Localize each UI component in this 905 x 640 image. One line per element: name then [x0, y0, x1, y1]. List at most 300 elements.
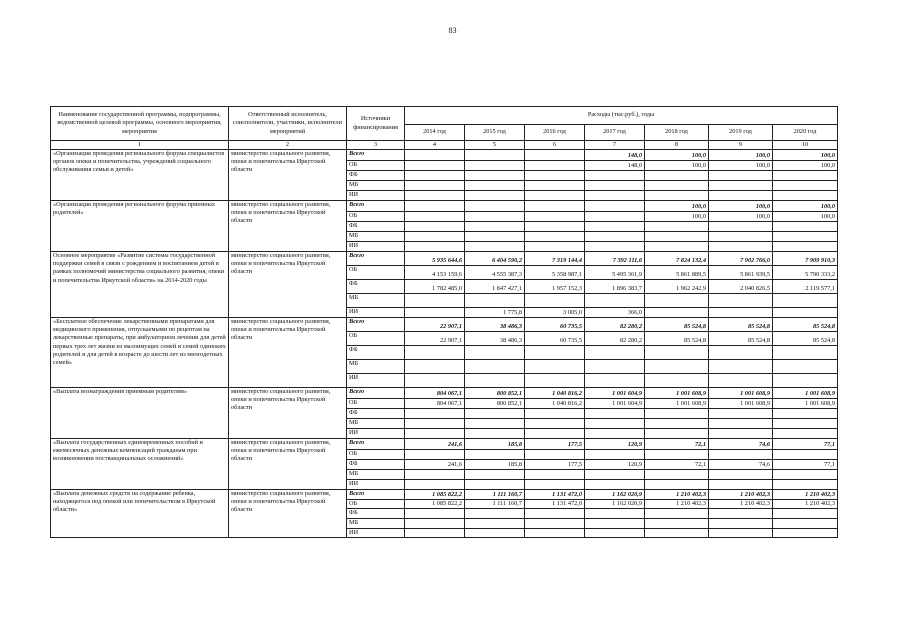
funding-source: Всего: [347, 201, 405, 212]
amount-cell: [645, 419, 709, 429]
amount-cell: 1 001 608,9: [709, 399, 773, 409]
amount-cell: 1 210 402,3: [709, 500, 773, 509]
column-number: 1: [51, 141, 229, 150]
amount-cell: 5 861 889,5: [645, 266, 709, 280]
amount-cell: [525, 429, 585, 439]
amount-cell: [773, 346, 838, 360]
funding-source: Всего: [347, 150, 405, 161]
amount-cell: [465, 509, 525, 519]
amount-cell: [525, 212, 585, 222]
amount-cell: [465, 529, 525, 538]
amount-cell: 7 392 111,6: [585, 252, 645, 266]
amount-cell: [525, 409, 585, 419]
amount-cell: [645, 308, 709, 318]
funding-source: ОБ: [347, 332, 405, 346]
amount-cell: 85 524,8: [645, 332, 709, 346]
amount-cell: [709, 171, 773, 181]
amount-cell: [773, 242, 838, 252]
amount-cell: 1 131 472,0: [525, 500, 585, 509]
amount-cell: 1 847 427,1: [465, 280, 525, 294]
amount-cell: [709, 181, 773, 191]
amount-cell: [585, 181, 645, 191]
amount-cell: 1 782 485,0: [405, 280, 465, 294]
amount-cell: 100,0: [645, 201, 709, 212]
funding-source: Всего: [347, 439, 405, 450]
funding-source: ОБ: [347, 212, 405, 222]
amount-cell: 100,0: [773, 150, 838, 161]
amount-cell: [645, 374, 709, 388]
funding-source: ФБ: [347, 460, 405, 470]
funding-source: ОБ: [347, 266, 405, 280]
executor: министерство социального развития, опеки и попечительства Иркутской области: [229, 439, 347, 490]
amount-cell: [525, 171, 585, 181]
amount-cell: 804 067,1: [405, 399, 465, 409]
column-number: 2: [229, 141, 347, 150]
amount-cell: [465, 419, 525, 429]
amount-cell: 1 085 822,2: [405, 490, 465, 500]
funding-source: ИИ: [347, 242, 405, 252]
executor: министерство социального развития, опеки и попечительства Иркутской области: [229, 201, 347, 252]
amount-cell: [645, 222, 709, 232]
amount-cell: [405, 419, 465, 429]
amount-cell: [709, 470, 773, 480]
amount-cell: [525, 232, 585, 242]
amount-cell: 5 935 644,6: [405, 252, 465, 266]
amount-cell: [709, 419, 773, 429]
funding-source: ФБ: [347, 409, 405, 419]
funding-source: Всего: [347, 252, 405, 266]
amount-cell: [405, 480, 465, 490]
amount-cell: [773, 509, 838, 519]
amount-cell: [525, 294, 585, 308]
amount-cell: 1 962 242,9: [645, 280, 709, 294]
amount-cell: 6 404 590,2: [465, 252, 525, 266]
amount-cell: 1 001 608,9: [645, 399, 709, 409]
amount-cell: 1 040 816,2: [525, 399, 585, 409]
header-executor: Ответственный исполнитель, соисполнители, участники, исполнители мероприятий: [229, 107, 347, 141]
amount-cell: 85 524,8: [709, 332, 773, 346]
amount-cell: [405, 222, 465, 232]
amount-cell: [645, 409, 709, 419]
amount-cell: [405, 181, 465, 191]
table-row: [51, 252, 838, 266]
amount-cell: [645, 232, 709, 242]
amount-cell: 85 524,8: [709, 318, 773, 332]
amount-cell: [405, 429, 465, 439]
amount-cell: 100,0: [645, 161, 709, 171]
amount-cell: [709, 529, 773, 538]
amount-cell: [709, 360, 773, 374]
expenses-table: [50, 106, 838, 538]
activity-name: «Выплата денежных средств на содержание ребенка, находящегося под опекой или попечительством в Иркутской области»: [51, 490, 229, 538]
amount-cell: [645, 242, 709, 252]
amount-cell: 100,0: [773, 161, 838, 171]
amount-cell: 1 775,8: [465, 308, 525, 318]
amount-cell: [709, 409, 773, 419]
header-year: 2016 год: [525, 125, 585, 141]
amount-cell: [525, 419, 585, 429]
executor: министерство социального развития, опеки и попечительства Иркутской области: [229, 150, 347, 201]
amount-cell: [585, 232, 645, 242]
column-number: 8: [645, 141, 709, 150]
activity-name: «Выплата государственных единовременных пособий и ежемесячных денежных компенсаций гражданам при возникновении поствакцинальных осложнений»: [51, 439, 229, 490]
amount-cell: [465, 480, 525, 490]
amount-cell: 100,0: [773, 201, 838, 212]
amount-cell: [405, 201, 465, 212]
amount-cell: [709, 294, 773, 308]
amount-cell: 60 735,5: [525, 318, 585, 332]
amount-cell: [405, 409, 465, 419]
amount-cell: [645, 181, 709, 191]
amount-cell: 1 085 822,2: [405, 500, 465, 509]
amount-cell: [709, 308, 773, 318]
header-expenses: Расходы (тыс.руб.), годы: [405, 107, 838, 125]
amount-cell: 148,0: [585, 150, 645, 161]
funding-source: МБ: [347, 470, 405, 480]
amount-cell: 4 153 159,6: [405, 266, 465, 280]
funding-source: МБ: [347, 519, 405, 529]
funding-source: Всего: [347, 318, 405, 332]
amount-cell: 77,1: [773, 460, 838, 470]
amount-cell: [585, 519, 645, 529]
amount-cell: 1 111 160,7: [465, 500, 525, 509]
amount-cell: [525, 222, 585, 232]
amount-cell: 7 319 144,4: [525, 252, 585, 266]
amount-cell: [405, 242, 465, 252]
amount-cell: 366,0: [585, 308, 645, 318]
table-row: [51, 318, 838, 332]
activity-name: «Выплата вознаграждения приемным родителям»: [51, 388, 229, 439]
amount-cell: 1 001 608,9: [773, 388, 838, 399]
amount-cell: [709, 374, 773, 388]
amount-cell: 100,0: [773, 212, 838, 222]
column-number: 10: [773, 141, 838, 150]
amount-cell: [525, 374, 585, 388]
amount-cell: [773, 232, 838, 242]
amount-cell: [525, 181, 585, 191]
amount-cell: [645, 480, 709, 490]
amount-cell: [465, 222, 525, 232]
amount-cell: 100,0: [709, 150, 773, 161]
amount-cell: 85 524,8: [773, 318, 838, 332]
amount-cell: 120,9: [585, 439, 645, 450]
amount-cell: [645, 360, 709, 374]
funding-source: ФБ: [347, 509, 405, 519]
amount-cell: 1 001 608,9: [773, 399, 838, 409]
amount-cell: [405, 470, 465, 480]
amount-cell: [585, 470, 645, 480]
amount-cell: [465, 232, 525, 242]
amount-cell: 5 790 333,2: [773, 266, 838, 280]
amount-cell: [709, 450, 773, 460]
amount-cell: 2 040 826,5: [709, 280, 773, 294]
amount-cell: [773, 429, 838, 439]
amount-cell: [709, 509, 773, 519]
table-row: [51, 201, 838, 212]
amount-cell: [645, 529, 709, 538]
amount-cell: [773, 470, 838, 480]
amount-cell: [465, 409, 525, 419]
table-row: [51, 490, 838, 500]
amount-cell: [405, 450, 465, 460]
amount-cell: 3 005,0: [525, 308, 585, 318]
amount-cell: 72,1: [645, 460, 709, 470]
amount-cell: [525, 509, 585, 519]
amount-cell: 177,5: [525, 439, 585, 450]
amount-cell: [525, 529, 585, 538]
amount-cell: [585, 191, 645, 201]
amount-cell: 82 280,2: [585, 332, 645, 346]
amount-cell: 241,6: [405, 439, 465, 450]
amount-cell: [465, 294, 525, 308]
amount-cell: [645, 191, 709, 201]
amount-cell: 1 210 402,3: [645, 490, 709, 500]
amount-cell: 1 162 020,9: [585, 500, 645, 509]
amount-cell: [709, 346, 773, 360]
amount-cell: 120,9: [585, 460, 645, 470]
amount-cell: 4 555 387,3: [465, 266, 525, 280]
amount-cell: 1 040 816,2: [525, 388, 585, 399]
table-row: [51, 150, 838, 161]
amount-cell: [773, 480, 838, 490]
amount-cell: [525, 346, 585, 360]
amount-cell: [645, 294, 709, 308]
funding-source: ОБ: [347, 161, 405, 171]
amount-cell: [405, 212, 465, 222]
amount-cell: [709, 191, 773, 201]
funding-source: ОБ: [347, 450, 405, 460]
amount-cell: [773, 450, 838, 460]
amount-cell: [585, 409, 645, 419]
amount-cell: [465, 181, 525, 191]
amount-cell: [773, 294, 838, 308]
amount-cell: [585, 450, 645, 460]
amount-cell: [525, 201, 585, 212]
amount-cell: [405, 374, 465, 388]
amount-cell: 1 162 020,9: [585, 490, 645, 500]
amount-cell: 74,6: [709, 439, 773, 450]
amount-cell: 2 119 577,1: [773, 280, 838, 294]
column-number: 6: [525, 141, 585, 150]
amount-cell: [709, 232, 773, 242]
amount-cell: [585, 346, 645, 360]
amount-cell: 1 896 383,7: [585, 280, 645, 294]
amount-cell: [773, 409, 838, 419]
amount-cell: [525, 150, 585, 161]
header-year: 2017 год: [585, 125, 645, 141]
amount-cell: [709, 242, 773, 252]
funding-source: ФБ: [347, 280, 405, 294]
amount-cell: [773, 519, 838, 529]
amount-cell: [773, 171, 838, 181]
executor: министерство социального развития, опеки и попечительства Иркутской области: [229, 490, 347, 538]
amount-cell: [645, 171, 709, 181]
amount-cell: [465, 519, 525, 529]
amount-cell: 7 909 910,3: [773, 252, 838, 266]
amount-cell: 5 861 939,5: [709, 266, 773, 280]
column-number: 4: [405, 141, 465, 150]
amount-cell: [465, 470, 525, 480]
amount-cell: 1 131 472,0: [525, 490, 585, 500]
amount-cell: 100,0: [709, 201, 773, 212]
amount-cell: [525, 450, 585, 460]
amount-cell: [465, 429, 525, 439]
amount-cell: [645, 429, 709, 439]
funding-source: ИИ: [347, 429, 405, 439]
amount-cell: 72,1: [645, 439, 709, 450]
amount-cell: [585, 222, 645, 232]
amount-cell: [773, 529, 838, 538]
amount-cell: [645, 519, 709, 529]
amount-cell: [645, 346, 709, 360]
amount-cell: [709, 429, 773, 439]
funding-source: ФБ: [347, 222, 405, 232]
amount-cell: [709, 480, 773, 490]
page-number: 83: [448, 26, 457, 35]
amount-cell: 148,0: [585, 161, 645, 171]
amount-cell: [465, 360, 525, 374]
amount-cell: [525, 519, 585, 529]
amount-cell: 77,1: [773, 439, 838, 450]
amount-cell: [405, 519, 465, 529]
funding-source: ИИ: [347, 191, 405, 201]
amount-cell: [525, 360, 585, 374]
amount-cell: [773, 308, 838, 318]
column-number: 7: [585, 141, 645, 150]
amount-cell: 22 907,1: [405, 318, 465, 332]
table-row: [51, 439, 838, 450]
amount-cell: [405, 509, 465, 519]
amount-cell: [405, 308, 465, 318]
header-year: 2019 год: [709, 125, 773, 141]
amount-cell: [465, 346, 525, 360]
funding-source: МБ: [347, 294, 405, 308]
amount-cell: 1 210 402,3: [709, 490, 773, 500]
amount-cell: [585, 212, 645, 222]
funding-source: Всего: [347, 490, 405, 500]
amount-cell: [709, 519, 773, 529]
amount-cell: [465, 450, 525, 460]
amount-cell: [405, 294, 465, 308]
amount-cell: 1 001 604,9: [585, 388, 645, 399]
amount-cell: [585, 419, 645, 429]
amount-cell: [465, 161, 525, 171]
activity-name: «Организация проведения регионального форума приемных родителей»: [51, 201, 229, 252]
amount-cell: 1 210 402,3: [773, 500, 838, 509]
funding-source: ОБ: [347, 399, 405, 409]
funding-source: МБ: [347, 181, 405, 191]
column-number: 9: [709, 141, 773, 150]
amount-cell: [585, 480, 645, 490]
amount-cell: [773, 222, 838, 232]
amount-cell: [465, 242, 525, 252]
amount-cell: [405, 346, 465, 360]
amount-cell: [465, 212, 525, 222]
amount-cell: [405, 360, 465, 374]
amount-cell: 804 067,1: [405, 388, 465, 399]
header-year: 2014 год: [405, 125, 465, 141]
column-number: 3: [347, 141, 405, 150]
amount-cell: [645, 470, 709, 480]
amount-cell: 100,0: [709, 212, 773, 222]
funding-source: ИИ: [347, 480, 405, 490]
amount-cell: [709, 222, 773, 232]
activity-name: «Бесплатное обеспечение лекарственными препаратами для медицинского применения, отпускаемыми по рецептам на лекарственные препараты, при амбулаторном лечении для детей первых трех лет жизни из малоимущих семей и семей одиноких родителей и для детей в возрасте до шести лет из многодетных семей»: [51, 318, 229, 388]
activity-name: Основное мероприятие «Развитие системы государственной поддержки семей в связи с рождением и воспитанием детей в рамках полномочий министерства социального развития, опеки и попечительства Иркутской области» на 2014-2020 годы: [51, 252, 229, 318]
amount-cell: 177,5: [525, 460, 585, 470]
amount-cell: 1 210 402,3: [645, 500, 709, 509]
amount-cell: [773, 360, 838, 374]
amount-cell: 22 907,1: [405, 332, 465, 346]
amount-cell: [525, 470, 585, 480]
amount-cell: [585, 529, 645, 538]
amount-cell: 1 210 402,3: [773, 490, 838, 500]
amount-cell: [645, 509, 709, 519]
amount-cell: [585, 374, 645, 388]
amount-cell: 5 358 987,1: [525, 266, 585, 280]
amount-cell: 60 735,5: [525, 332, 585, 346]
amount-cell: [465, 191, 525, 201]
executor: министерство социального развития, опеки и попечительства Иркутской области: [229, 388, 347, 439]
amount-cell: 1 111 160,7: [465, 490, 525, 500]
amount-cell: [405, 191, 465, 201]
header-year: 2015 год: [465, 125, 525, 141]
table-row: [51, 388, 838, 399]
funding-source: ФБ: [347, 171, 405, 181]
funding-source: МБ: [347, 360, 405, 374]
funding-source: ИИ: [347, 374, 405, 388]
amount-cell: [405, 529, 465, 538]
amount-cell: [773, 191, 838, 201]
amount-cell: 1 001 608,9: [645, 388, 709, 399]
amount-cell: 85 524,8: [645, 318, 709, 332]
amount-cell: [465, 374, 525, 388]
amount-cell: 85 524,8: [773, 332, 838, 346]
amount-cell: [585, 201, 645, 212]
amount-cell: 82 280,2: [585, 318, 645, 332]
amount-cell: 1 957 152,3: [525, 280, 585, 294]
header-year: 2020 год: [773, 125, 838, 141]
amount-cell: 38 486,3: [465, 318, 525, 332]
amount-cell: [405, 161, 465, 171]
amount-cell: [585, 171, 645, 181]
activity-name: «Организация проведения регионального форума специалистов органов опеки и попечительства, учреждений социального обслуживания семьи и детей»: [51, 150, 229, 201]
amount-cell: 800 852,1: [465, 388, 525, 399]
amount-cell: 800 852,1: [465, 399, 525, 409]
amount-cell: [585, 242, 645, 252]
amount-cell: [525, 480, 585, 490]
funding-source: ОБ: [347, 500, 405, 509]
amount-cell: 5 495 361,9: [585, 266, 645, 280]
amount-cell: 100,0: [645, 150, 709, 161]
executor: министерство социального развития, опеки и попечительства Иркутской области: [229, 252, 347, 318]
amount-cell: 7 902 766,0: [709, 252, 773, 266]
amount-cell: [525, 161, 585, 171]
amount-cell: [773, 419, 838, 429]
amount-cell: [525, 242, 585, 252]
amount-cell: 185,8: [465, 460, 525, 470]
amount-cell: [525, 191, 585, 201]
header-year: 2018 год: [645, 125, 709, 141]
amount-cell: 1 001 608,9: [709, 388, 773, 399]
amount-cell: 1 001 604,9: [585, 399, 645, 409]
funding-source: МБ: [347, 419, 405, 429]
amount-cell: 241,6: [405, 460, 465, 470]
header-source: Источники финансирования: [347, 107, 405, 141]
amount-cell: 100,0: [709, 161, 773, 171]
amount-cell: [773, 374, 838, 388]
amount-cell: [405, 171, 465, 181]
